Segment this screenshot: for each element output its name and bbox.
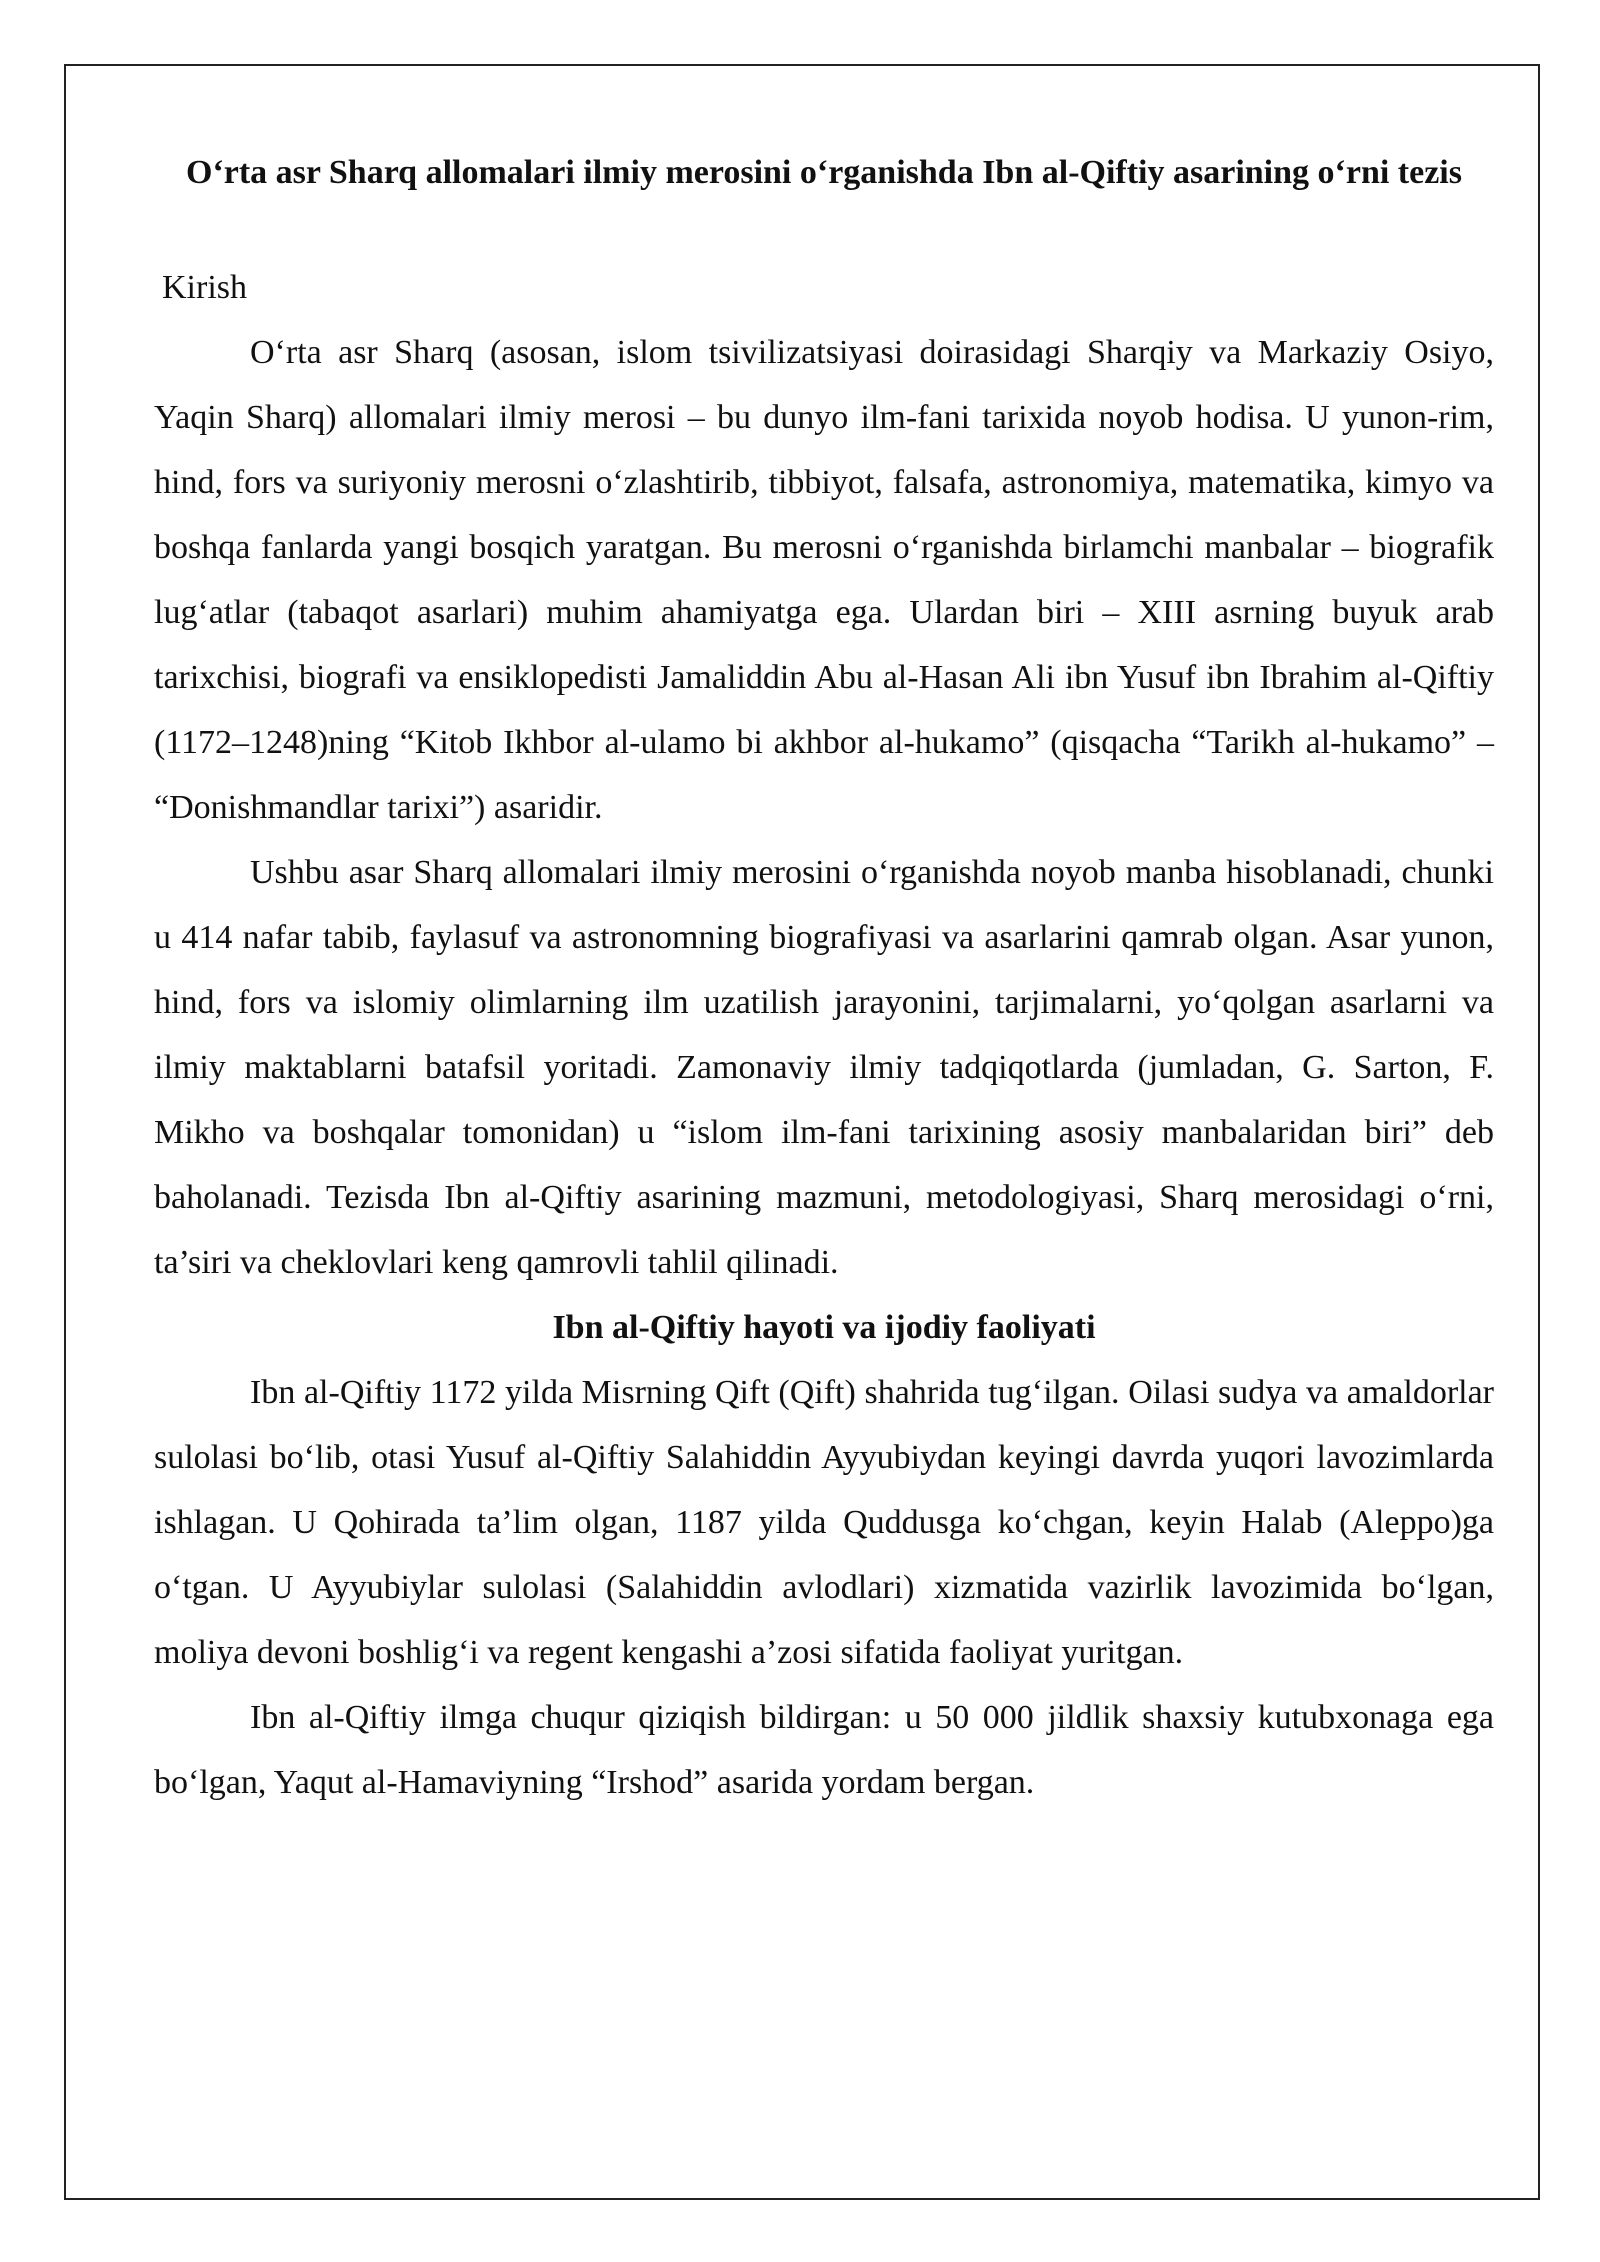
section-paragraph-2: Ibn al-Qiftiy ilmga chuqur qiziqish bildirgan: u 50 000 jildlik shaxsiy kutubxonaga ega bo‘lgan, Yaqut al-Hamaviyning “Irshod” asarida yordam bergan. (154, 1699, 1494, 1801)
intro-label: Kirish (162, 269, 247, 306)
document-body (154, 140, 1494, 1815)
section-paragraph-1: Ibn al-Qiftiy 1172 yilda Misrning Qift (Qift) shahrida tug‘ilgan. Oilasi sudya va amaldorlar sulolasi bo‘lib, otasi Yusuf al-Qiftiy Salahiddin Ayyubiydan keyingi davrda yuqori lavozimlarda ishlagan. U Qohirada ta’lim olgan, 1187 yilda Quddusga ko‘chgan, keyin Halab (Aleppo)ga o‘tgan. U Ayyubiylar sulolasi (Salahiddin avlodlari) xizmatida vazirlik lavozimida bo‘lgan, moliya devoni boshlig‘i va regent kengashi a’zosi sifatida faoliyat yuritgan. (154, 1374, 1494, 1671)
section-heading: Ibn al-Qiftiy hayoti va ijodiy faoliyati (552, 1309, 1096, 1346)
intro-paragraph-2: Ushbu asar Sharq allomalari ilmiy merosini o‘rganishda noyob manba hisoblanadi, chunki u 414 nafar tabib, faylasuf va astronomning biografiyasi va asarlarini qamrab olgan. Asar yunon, hind, fors va islomiy olimlarning ilm uzatilish jarayonini, tarjimalarni, yo‘qolgan asarlarni va ilmiy maktablarni batafsil yoritadi. Zamonaviy ilmiy tadqiqotlarda (jumladan, G. Sarton, F. Mikho va boshqalar tomonidan) u “islom ilm-fani tarixining asosiy manbalaridan biri” deb baholanadi. Tezisda Ibn al-Qiftiy asarining mazmuni, metodologiyasi, Sharq merosidagi o‘rni, ta’siri va cheklovlari keng qamrovli tahlil qilinadi. (154, 854, 1494, 1281)
document-title: O‘rta asr Sharq allomalari ilmiy merosini o‘rganishda Ibn al-Qiftiy asarining o‘rni tezis (186, 154, 1462, 191)
intro-paragraph-1: O‘rta asr Sharq (asosan, islom tsivilizatsiyasi doirasidagi Sharqiy va Markaziy Osiyo, Yaqin Sharq) allomalari ilmiy merosi – bu dunyo ilm-fani tarixida noyob hodisa. U yunon-rim, hind, fors va suriyoniy merosni o‘zlashtirib, tibbiyot, falsafa, astronomiya, matematika, kimyo va boshqa fanlarda yangi bosqich yaratgan. Bu merosni o‘rganishda birlamchi manbalar – biografik lug‘atlar (tabaqot asarlari) muhim ahamiyatga ega. Ulardan biri – XIII asrning buyuk arab tarixchisi, biografi va ensiklopedisti Jamaliddin Abu al-Hasan Ali ibn Yusuf ibn Ibrahim al-Qiftiy (1172–1248)ning “Kitob Ikhbor al-ulamo bi akhbor al-hukamo” (qisqacha “Tarikh al-hukamo” – “Donishmandlar tarixi”) asaridir. (154, 334, 1494, 826)
